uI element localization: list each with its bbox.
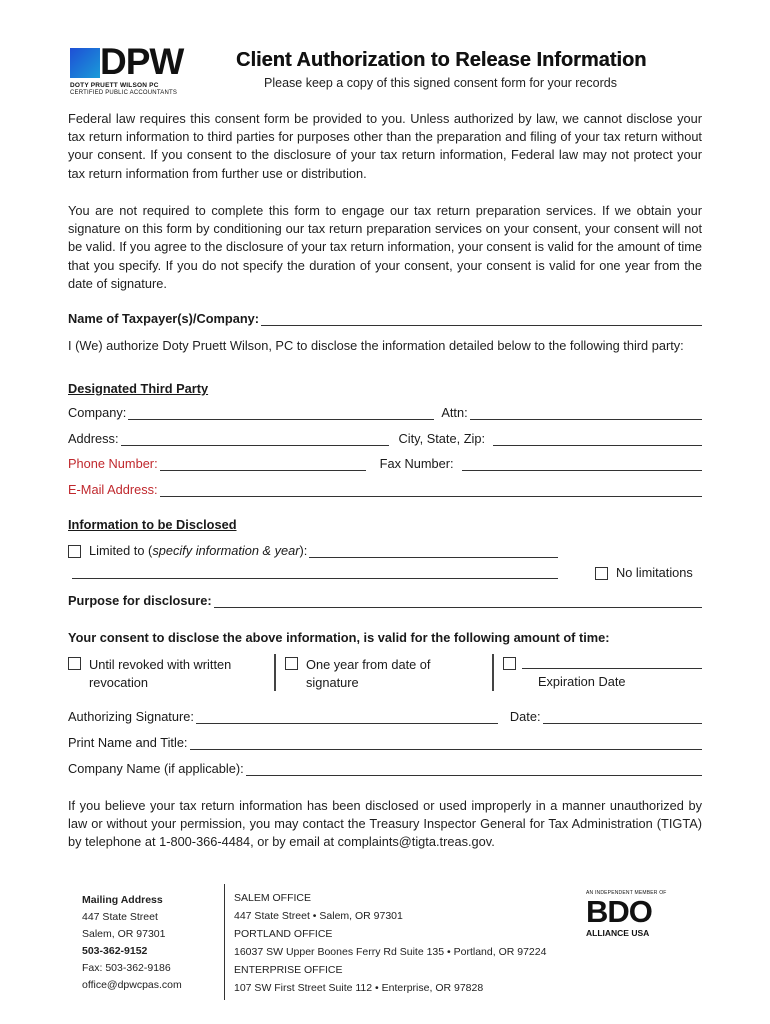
page-subtitle: Please keep a copy of this signed consent form for your records [264,76,617,90]
option-divider-1 [274,654,276,691]
limited-label-italic: specify information & year [152,543,300,558]
logo-mark-icon [70,48,100,78]
bdo-alliance-text: ALLIANCE USA [586,928,650,938]
third-party-heading-row [68,381,702,396]
dpw-logo [70,41,202,100]
company-name-row [68,761,702,776]
consent-option-one-year [285,656,485,692]
consent-option-expiration [503,656,702,689]
attn-field[interactable] [470,407,702,420]
no-limits-label: No limitations [616,565,693,580]
salem-address: 447 State Street • Salem, OR 97301 [234,910,403,922]
consent-option-revoked [68,656,268,692]
purpose-label: Purpose for disclosure: [68,593,212,608]
address-row [68,431,702,446]
taxpayer-field[interactable] [261,313,702,326]
mailing-heading: Mailing Address [82,894,163,906]
mailing-address-block [82,892,182,994]
date-label: Date: [509,709,541,724]
attn-label: Attn: [441,405,468,420]
portland-heading: PORTLAND OFFICE [234,928,333,940]
bdo-tagline: AN INDEPENDENT MEMBER OF [586,890,667,896]
limited-checkbox[interactable] [68,545,81,558]
no-limits-checkbox[interactable] [595,567,608,580]
address-label: Address: [68,431,119,446]
disclosure-heading-row [68,517,702,532]
expiration-date-field[interactable] [522,656,702,669]
company-field[interactable] [128,407,434,420]
signature-label: Authorizing Signature: [68,709,194,724]
logo-text: DPW [100,41,184,82]
company-label: Company: [68,405,127,420]
page-title: Client Authorization to Release Information [236,49,647,71]
one-year-label-line2: signature [306,675,359,690]
no-limits-row [595,565,705,580]
email-row [68,482,702,497]
signature-row [68,709,702,724]
intro-paragraph-2: You are not required to complete this form to engage our tax return preparation services. If we obtain your signature on this form by conditioning our tax return preparation services on your consent, your consent will not be valid. If you agree to the disclosure of your tax return information, your consent is valid for the amount of time that you specify. If you do not specify the duration of your consent, your consent is valid for one year from the date of signature. [68,203,702,291]
one-year-label-line1: One year from date of [306,657,431,672]
purpose-row [68,593,702,608]
print-name-row [68,735,702,750]
limited-row [68,543,558,558]
logo-firm-tagline: CERTIFIED PUBLIC ACCOUNTANTS [70,90,178,96]
portland-address: 16037 SW Upper Boones Ferry Rd Suite 135 • Portland, OR 97224 [234,946,547,958]
company-attn-row [68,405,702,420]
third-party-heading: Designated Third Party [68,381,209,396]
mailing-city: Salem, OR 97301 [82,928,166,940]
closing-paragraph: If you believe your tax return information has been disclosed or used improperly in a manner unauthorized by law or without your permission, you may contact the Treasury Inspector General for Tax Administration (TIGTA) by telephone at 1-800-366-4484, or by email at complaints@tigta.treas.gov. [68,798,702,850]
taxpayer-label: Name of Taxpayer(s)/Company: [68,311,260,326]
intro-paragraph-1: Federal law requires this consent form be provided to you. Unless authorized by law, we cannot disclose your tax return information to third parties for purposes other than the preparation and filing of your tax return without your consent. If you consent to the disclosure of your tax return information, Federal law may not protect your tax return information from further use or distribution. [68,111,702,181]
consent-heading-row [68,630,702,645]
revoked-checkbox[interactable] [68,657,81,670]
company-name-field[interactable] [246,763,702,776]
option-divider-2 [492,654,494,691]
taxpayer-row [68,311,702,326]
phone-label: Phone Number: [68,456,158,471]
limited-label-suffix: ): [299,543,308,558]
limited-continuation-row [68,566,558,579]
print-name-label: Print Name and Title: [68,735,188,750]
footer-phone: 503-362-9152 [82,945,148,957]
enterprise-address: 107 SW First Street Suite 112 • Enterprise, OR 97828 [234,982,484,994]
enterprise-heading: ENTERPRISE OFFICE [234,964,343,976]
city-label: City, State, Zip: [398,431,486,446]
fax-label: Fax Number: [379,456,454,471]
expiration-block [522,656,702,689]
revoked-label [89,656,231,692]
one-year-label [306,656,430,692]
footer-fax: Fax: 503-362-9186 [82,962,171,974]
disclosure-heading: Information to be Disclosed [68,517,237,532]
phone-fax-row [68,456,702,471]
company-name-label: Company Name (if applicable): [68,761,244,776]
date-field[interactable] [543,711,702,724]
bdo-alliance-logo [586,890,666,950]
offices-block [234,889,546,997]
one-year-checkbox[interactable] [285,657,298,670]
consent-heading: Your consent to disclose the above information, is valid for the following amount of time: [68,630,610,645]
fax-field[interactable] [462,458,702,471]
footer-email[interactable]: office@dpwcpas.com [82,979,182,991]
revoked-label-line1: Until revoked with written [89,657,232,672]
revoked-label-line2: revocation [89,675,149,690]
footer-divider [224,884,225,1000]
purpose-field[interactable] [214,595,702,608]
expiration-checkbox[interactable] [503,657,516,670]
signature-field[interactable] [196,711,498,724]
logo-firm-name: DOTY PRUETT WILSON PC [70,82,159,89]
email-field[interactable] [160,484,702,497]
expiration-label: Expiration Date [538,674,626,689]
salem-heading: SALEM OFFICE [234,892,312,904]
print-name-field[interactable] [190,737,703,750]
limited-field[interactable] [309,545,558,558]
limited-label-prefix: Limited to ( [89,543,153,558]
bdo-wordmark: BDO [586,894,652,929]
limited-field-continued[interactable] [72,566,558,579]
city-field[interactable] [493,433,702,446]
mailing-street: 447 State Street [82,911,158,923]
authorize-text: I (We) authorize Doty Pruett Wilson, PC to disclose the information detailed below to the following third party: [68,338,684,353]
phone-field[interactable] [160,458,366,471]
email-label: E-Mail Address: [68,482,158,497]
address-field[interactable] [121,433,389,446]
